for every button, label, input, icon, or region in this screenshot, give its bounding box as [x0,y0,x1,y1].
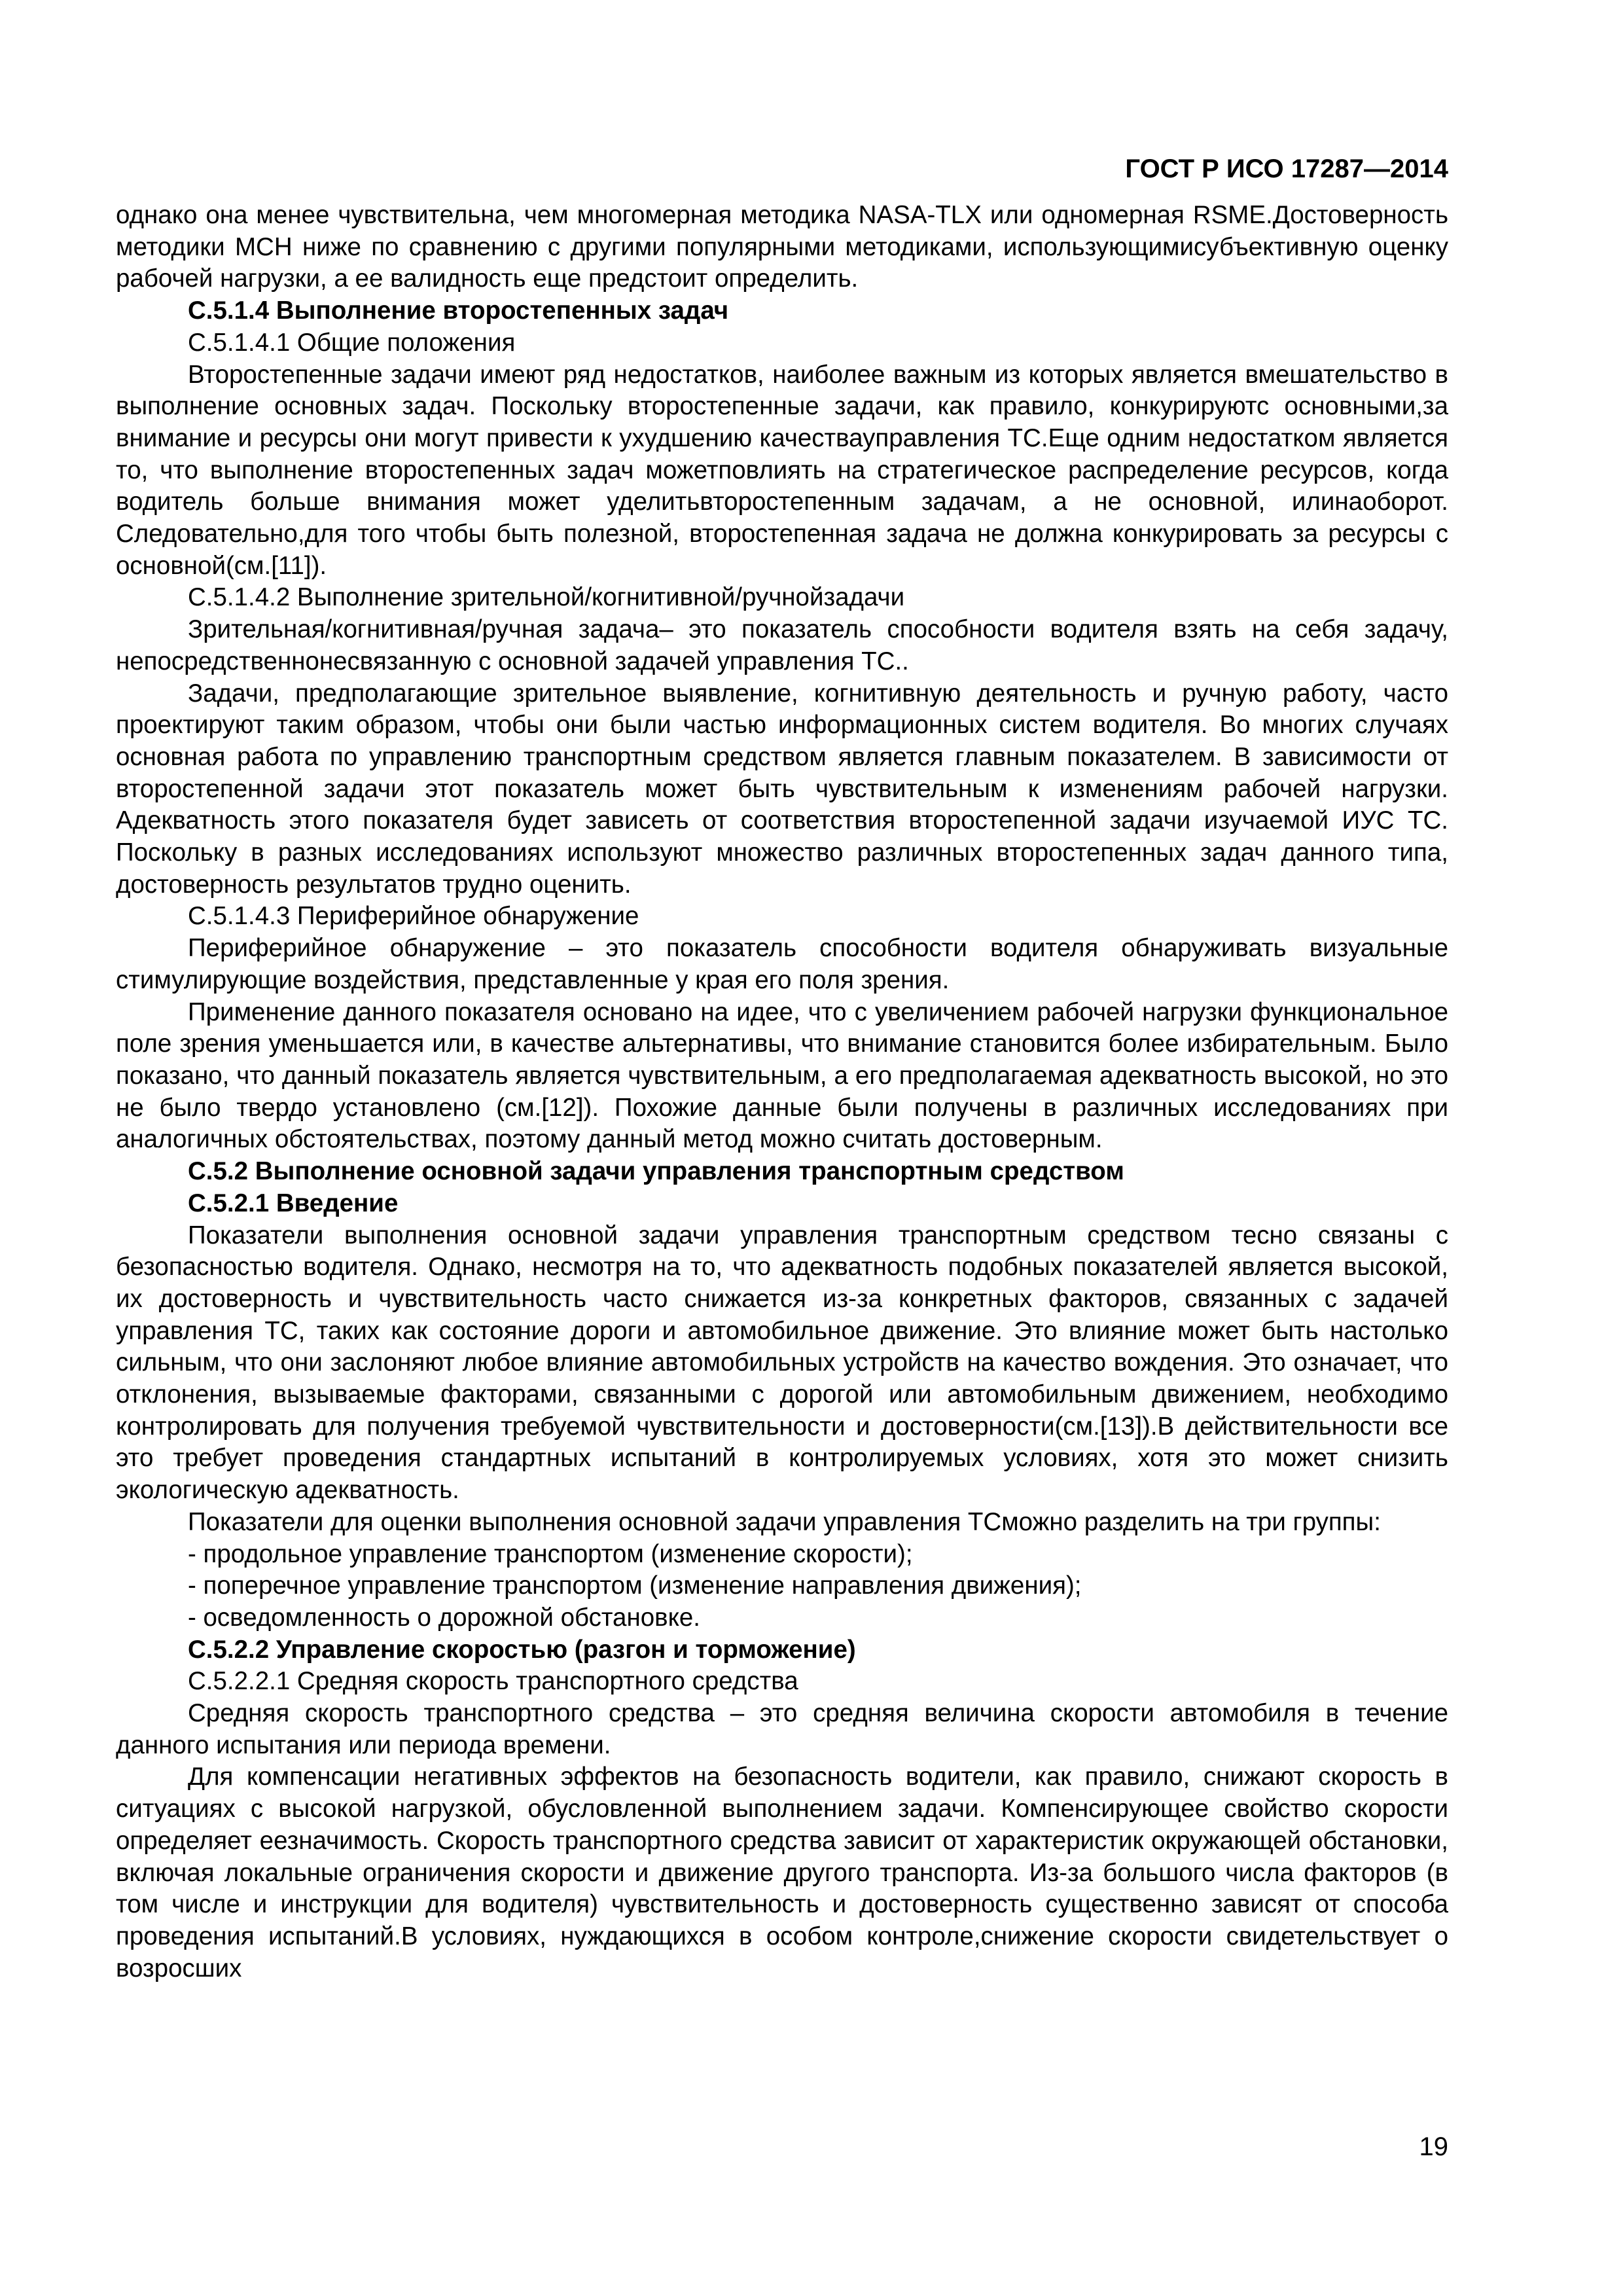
paragraph: Для компенсации негативных эффектов на безопасность водители, как правило, снижают скорость в ситуациях с высокой нагрузкой, обусловленной выполнением задачи. Компенсирующее свойство скорости определяет еезначимость. Скорость транспортного средства зависит от характеристик окружающей обстановки, включая локальные ограничения скорости и движение другого транспорта. Из-за большого числа факторов (в том числе и инструкции для водителя) чувствительность и достоверность существенно зависят от способа проведения испытаний.В условиях, нуждающихся в особом контроле,снижение скорости свидетельствует о возросших [116,1763,1448,1982]
subsection-heading-c5141: С.5.1.4.1 Общие положения [188,328,516,357]
list-item: - продольное управление транспортом (изменение скорости); [188,1539,913,1568]
paragraph: Зрительная/когнитивная/ручная задача– это показатель способности водителя взять на себя задачу, непосредственнонесвязанную с основной задачей управления ТС.. [116,615,1448,675]
section-heading-c514: С.5.1.4 Выполнение второстепенных задач [188,296,729,325]
list-item: - поперечное управление транспортом (изменение направления движения); [188,1571,1082,1600]
subsection-heading-c5221: С.5.2.2.1 Средняя скорость транспортного средства [188,1667,798,1696]
section-heading-c521: С.5.2.1 Введение [188,1189,399,1217]
document-body [116,200,1448,1984]
paragraph: Показатели выполнения основной задачи управления транспортным средством тесно связаны с безопасностью водителя. Однако, несмотря на то, что адекватность подобных показателей является высокой, их достоверность и чувствительность часто снижается из-за конкретных факторов, связанных с задачей управления ТС, таких как состояние дороги и автомобильное движение. Это влияние может быть настолько сильным, что они заслоняют любое влияние автомобильных устройств на качество вождения. Это означает, что отклонения, вызываемые факторами, связанными с дорогой или автомобильным движением, необходимо контролировать для получения требуемой чувствительности и достоверности(см.[13]).В действительности все это требует проведения стандартных испытаний в контролируемых условиях, хотя это может снизить экологическую адекватность. [116,1221,1448,1505]
paragraph: Показатели для оценки выполнения основной задачи управления ТСможно разделить на три группы: [188,1507,1381,1536]
paragraph: Задачи, предполагающие зрительное выявление, когнитивную деятельность и ручную работу, часто проектируют таким образом, чтобы они были частью информационных систем водителя. Во многих случаях основная работа по управлению транспортным средством является главным показателем. В зависимости от второстепенной задачи этот показатель может быть чувствительным к изменениям рабочей нагрузки. Адекватность этого показателя будет зависеть от соответствия второстепенной задачи изучаемой ИУС ТС. Поскольку в разных исследованиях используют множество различных второстепенных задач данного типа, достоверность результатов трудно оценить. [116,679,1448,899]
paragraph: Средняя скорость транспортного средства – это средняя величина скорости автомобиля в течение данного испытания или периода времени. [116,1699,1448,1759]
paragraph-continuation: однако она менее чувствительна, чем многомерная методика NASA-TLX или одномерная RSME.Достоверность методики MCH ниже по сравнению с другими популярными методиками, использующимисубъективную оценку рабочей нагрузки, а ее валидность еще предстоит определить. [116,201,1448,293]
list-item: - осведомленность о дорожной обстановке. [188,1603,700,1632]
section-heading-c522: С.5.2.2 Управление скоростью (разгон и торможение) [188,1635,856,1664]
section-heading-c52: С.5.2 Выполнение основной задачи управления транспортным средством [188,1157,1124,1186]
subsection-heading-c5142: С.5.1.4.2 Выполнение зрительной/когнитивной/ручнойзадачи [188,583,905,612]
document-header: ГОСТ Р ИСО 17287—2014 [1125,154,1448,183]
subsection-heading-c5143: С.5.1.4.3 Периферийное обнаружение [188,902,639,931]
paragraph: Второстепенные задачи имеют ряд недостатков, наиболее важным из которых является вмешательство в выполнение основных задач. Поскольку второстепенные задачи, как правило, конкурируютс основными,за внимание и ресурсы они могут привести к ухудшению качествауправления ТС.Еще одним недостатком является то, что выполнение второстепенных задач можетповлиять на стратегическое распределение ресурсов, когда водитель больше внимания может уделитьвторостепенным задачам, а не основной, илинаоборот. Следовательно,для того чтобы быть полезной, второстепенная задача не должна конкурировать за ресурсы с основной(см.[11]). [116,360,1448,580]
paragraph: Периферийное обнаружение – это показатель способности водителя обнаруживать визуальные стимулирующие воздействия, представленные у края его поля зрения. [116,934,1448,994]
paragraph: Применение данного показателя основано на идее, что с увеличением рабочей нагрузки функциональное поле зрения уменьшается или, в качестве альтернативы, что внимание становится более избирательным. Было показано, что данный показатель является чувствительным, а его предполагаемая адекватность высокой, но это не было твердо установлено (см.[12]). Похожие данные были получены в различных исследованиях при аналогичных обстоятельствах, поэтому данный метод можно считать достоверным. [116,997,1448,1154]
page-number: 19 [1419,2132,1448,2161]
